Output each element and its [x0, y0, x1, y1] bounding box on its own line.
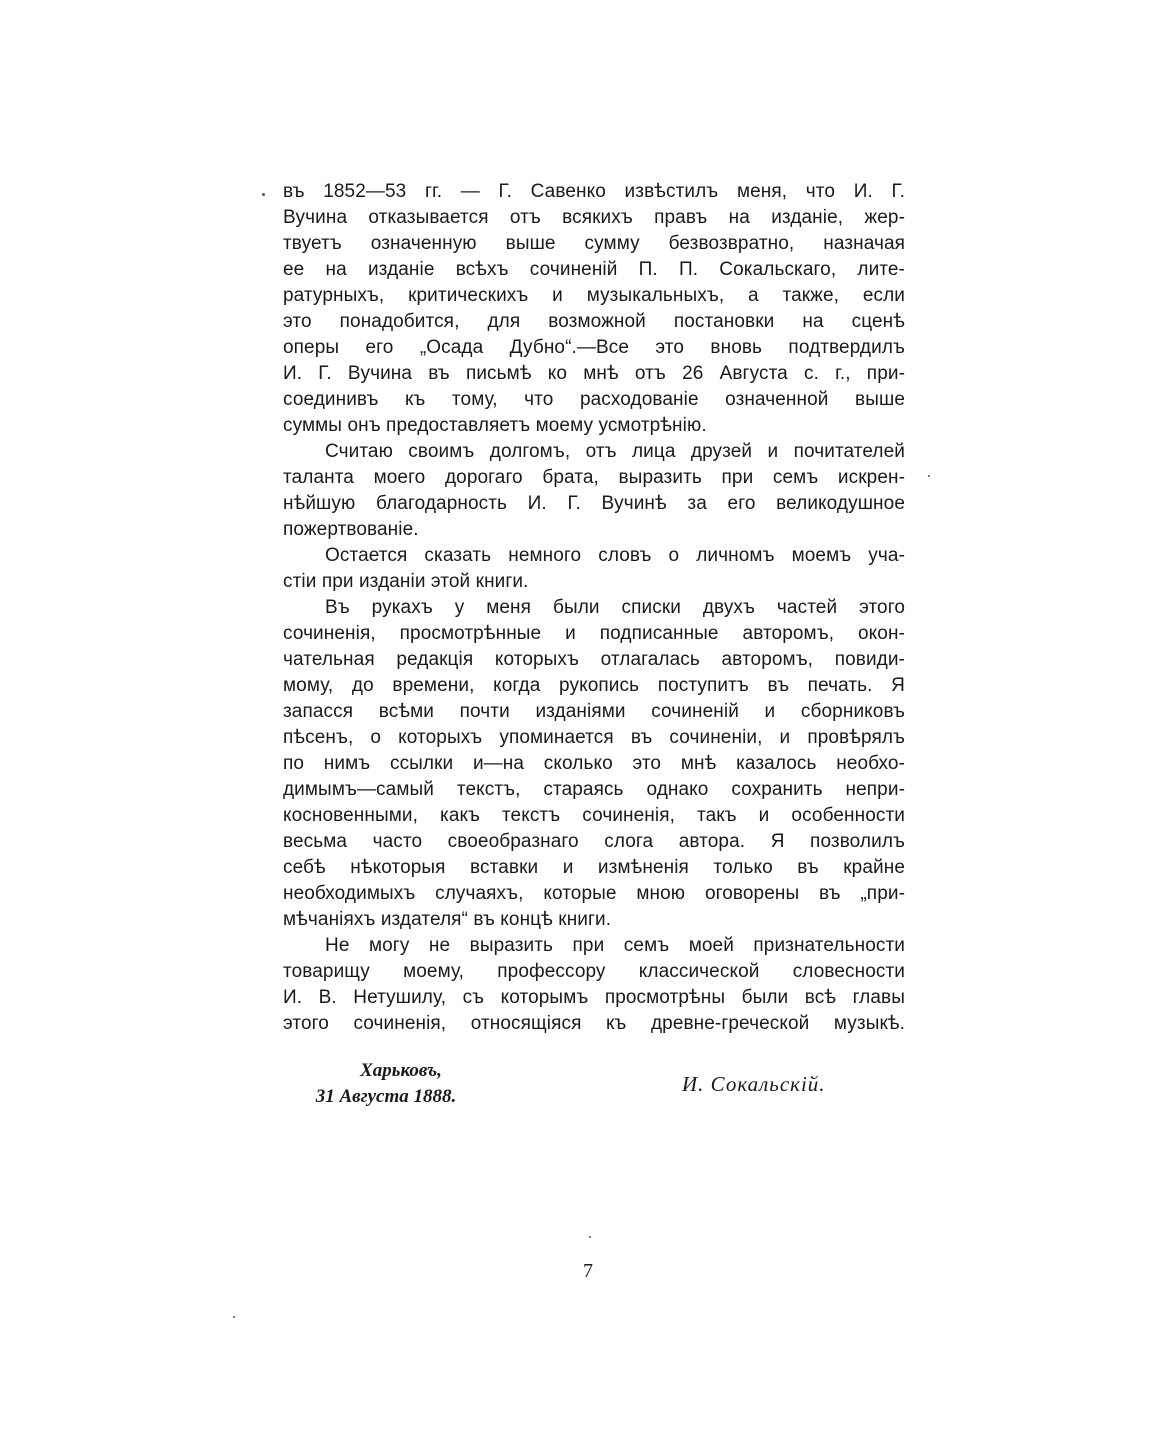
text-line: запасся всѣми почти изданіями сочиненій и сборниковъ: [283, 701, 905, 722]
paragraph-3: [283, 543, 905, 595]
paragraph-1: [283, 179, 905, 439]
paragraph-4: [283, 595, 905, 933]
text-line: это понадобится, для возможной постановки на сценѣ: [283, 311, 905, 332]
text-line: пожертвованіе.: [283, 519, 419, 540]
text-line: димымъ—самый текстъ, стараясь однако сохранить непри-: [283, 779, 905, 800]
text-line: соединивъ къ тому, что расходованіе означенной выше: [283, 389, 905, 410]
text-line: мѣчаніяхъ издателя“ въ концѣ книги.: [283, 909, 612, 930]
text-line: этого сочиненія, относящіяся къ древне-греческой музыкѣ.: [283, 1013, 905, 1034]
text-line: Вучина отказывается отъ всякихъ правъ на изданіе, жер-: [283, 207, 905, 228]
signature-place-date: [300, 1058, 472, 1110]
text-line: косновенными, какъ текстъ сочиненія, такъ и особенности: [283, 805, 905, 826]
paragraph-2: [283, 439, 905, 543]
page-number: 7: [583, 1260, 593, 1282]
scan-speck: [589, 1236, 591, 1238]
text-line: весьма часто своеобразнаго слога автора. Я позволилъ: [283, 831, 905, 852]
scan-speck: [233, 1316, 235, 1318]
text-line: Остается сказать немного словъ о личномъ моемъ уча-: [325, 545, 905, 566]
signature-date: 31 Августа 1888.: [315, 1086, 457, 1107]
text-line: твуетъ означенную выше сумму безвозвратно, назначая: [283, 233, 905, 254]
text-line: чательная редакція которыхъ отлагалась авторомъ, повиди-: [283, 649, 905, 670]
text-line: сочиненія, просмотрѣнные и подписанные авторомъ, окон-: [283, 623, 905, 644]
text-line: суммы онъ предоставляетъ моему усмотрѣнію.: [283, 415, 707, 436]
text-line: И. Г. Вучина въ письмѣ ко мнѣ отъ 26 Августа с. г., при-: [283, 363, 905, 384]
body-text: [283, 179, 905, 1037]
text-line: по нимъ ссылки и—на сколько это мнѣ казалось необхо-: [283, 753, 905, 774]
text-line: ратурныхъ, критическихъ и музыкальныхъ, а также, если: [283, 285, 905, 306]
text-line: стіи при изданіи этой книги.: [283, 571, 529, 592]
text-line: товарищу моему, профессору классической словесности: [283, 961, 905, 982]
paragraph-5: [283, 933, 905, 1037]
text-line: нѣйшую благодарность И. Г. Вучинѣ за его великодушное: [283, 493, 905, 514]
signature-author: И. Сокальскій.: [682, 1072, 826, 1096]
text-line: необходимыхъ случаяхъ, которые мною оговорены въ „при-: [283, 883, 905, 904]
text-line: Считаю своимъ долгомъ, отъ лица друзей и почитателей: [325, 441, 905, 462]
scan-speck: [928, 475, 930, 477]
signature-city: Харьковъ,: [360, 1060, 442, 1081]
scan-speck: [262, 193, 265, 196]
text-line: Не могу не выразить при семъ моей признательности: [325, 935, 905, 956]
text-line: оперы его „Осада Дубно“.—Все это вновь подтвердилъ: [283, 337, 905, 358]
text-line: пѣсенъ, о которыхъ упоминается въ сочиненіи, и провѣрялъ: [283, 727, 905, 748]
text-line: таланта моего дорогаго брата, выразить при семъ искрен-: [283, 467, 905, 488]
text-line: мому, до времени, когда рукопись поступитъ въ печать. Я: [283, 675, 905, 696]
text-line: себѣ нѣкоторыя вставки и измѣненія только въ крайне: [283, 857, 905, 878]
text-line: И. В. Нетушилу, съ которымъ просмотрѣны были всѣ главы: [283, 987, 905, 1008]
text-line: ее на изданіе всѣхъ сочиненій П. П. Сокальскаго, лите-: [283, 259, 905, 280]
text-line: Въ рукахъ у меня были списки двухъ частей этого: [325, 597, 905, 618]
text-line: въ 1852—53 гг. — Г. Савенко извѣстилъ меня, что И. Г.: [283, 181, 905, 202]
